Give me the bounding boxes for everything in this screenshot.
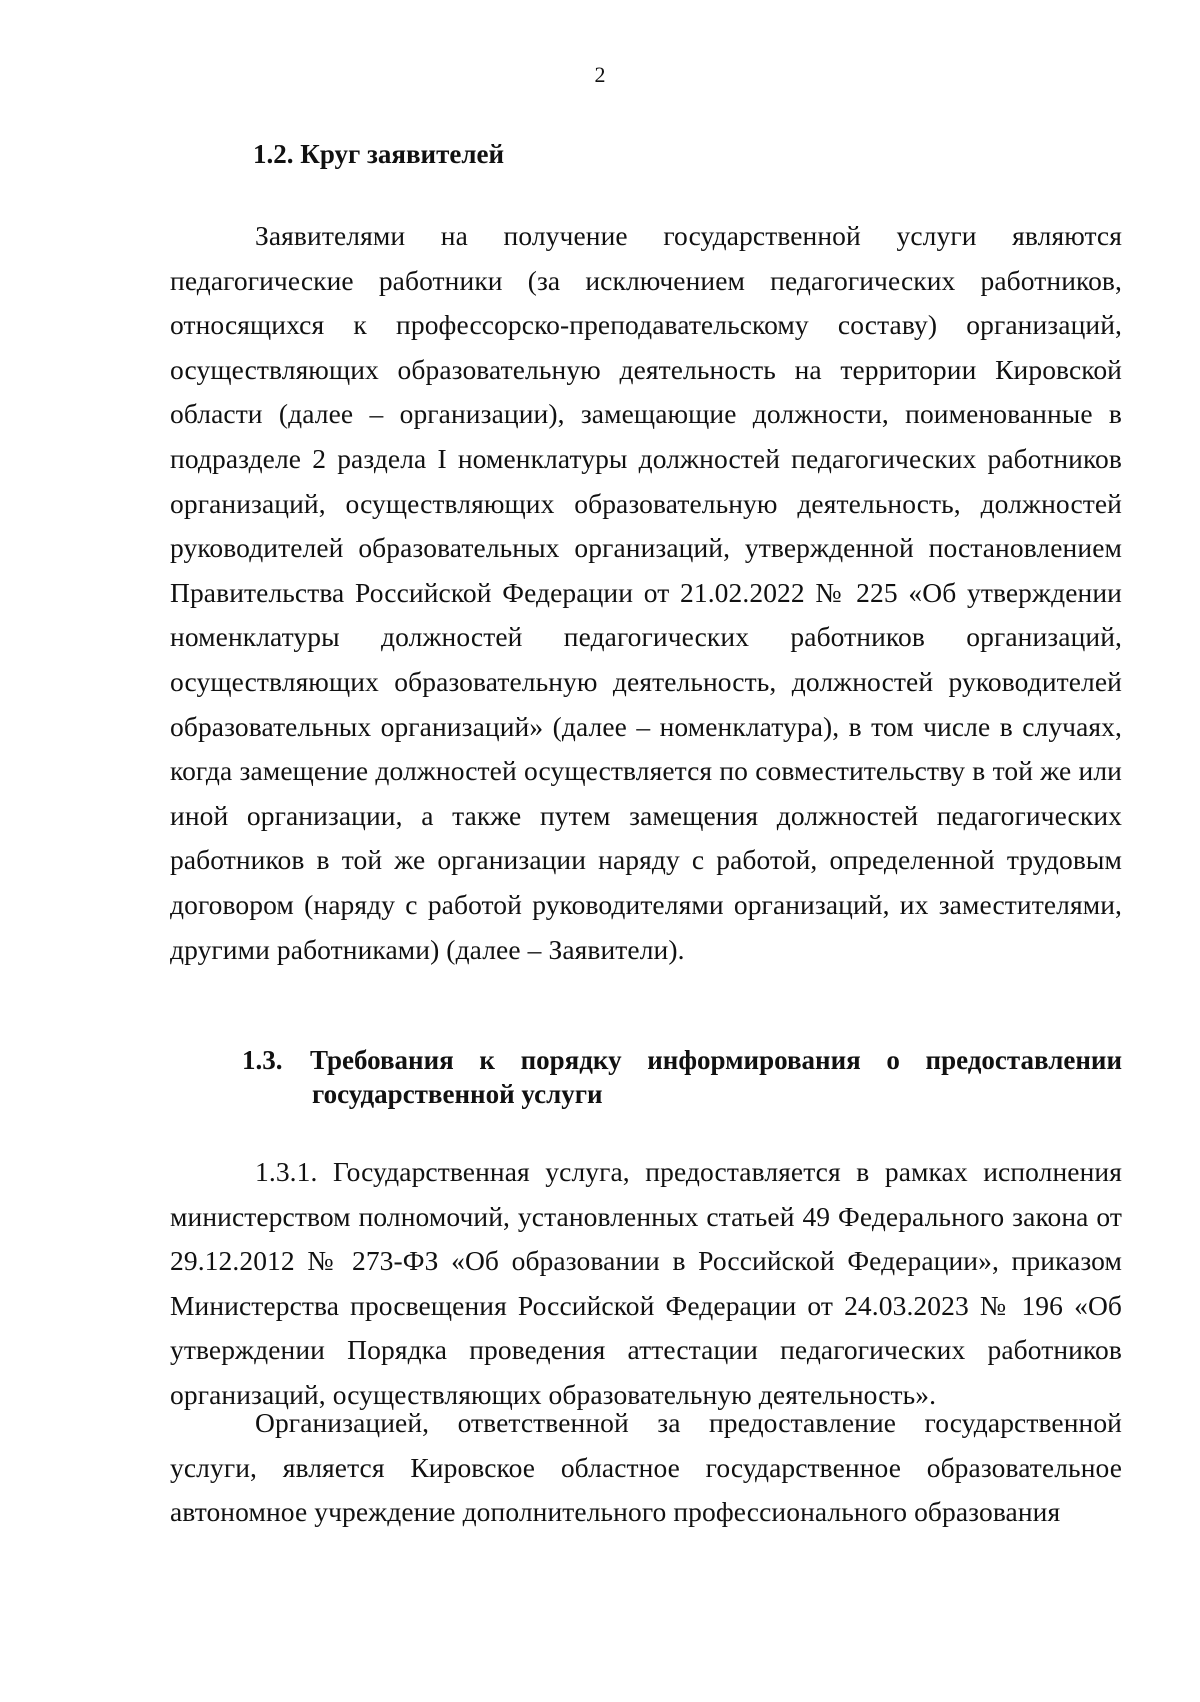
section-heading-1-3-number: 1.3. xyxy=(242,1045,283,1075)
applicants-paragraph: Заявителями на получение государственной услуги являются педагогические работники (за исключением педагогических работников, относящихся к профессорско-преподавательскому составу) организаций, осуществляющих образовательную деятельность на территории Кировской области (далее – организации), замещающие должности, поименованные в подразделе 2 раздела I номенклатуры должностей педагогических работников организаций, осуществляющих образовательную деятельность, должностей руководителей образовательных организаций, утвержденной постановлением Правительства Российской Федерации от 21.02.2022 № 225 «Об утверждении номенклатуры должностей педагогических работников организаций, осуществляющих образовательную деятельность, должностей руководителей образовательных организаций» (далее – номенклатура), в том числе в случаях, когда замещение должностей осуществляется по совместительству в той же или иной организации, а также путем замещения должностей педагогических работников в той же организации наряду с работой, определенной трудовым договором (наряду с работой руководителями организаций, их заместителями, другими работниками) (далее – Заявители). xyxy=(170,220,1122,965)
section-heading-1-3 xyxy=(242,1043,1122,1111)
section-heading-1-2: 1.2. Круг заявителей xyxy=(253,139,505,169)
section-heading-1-3-line1 xyxy=(242,1043,1122,1077)
paragraph-1-3-1: 1.3.1. Государственная услуга, предоставляется в рамках исполнения министерством полномочий, установленных статьей 49 Федерального закона от 29.12.2012 № 273-ФЗ «Об образовании в Российской Федерации», приказом Министерства просвещения Российской Федерации от 24.03.2023 № 196 «Об утверждении Порядка проведения аттестации педагогических работников организаций, осуществляющих образовательную деятельность». xyxy=(170,1156,1122,1410)
section-heading-1-3-line2: государственной услуги xyxy=(312,1079,603,1109)
page-number: 2 xyxy=(594,62,606,87)
section-heading-1-3-text: Требования к порядку информирования о предоставлении xyxy=(310,1045,1122,1075)
responsible-organization-paragraph: Организацией, ответственной за предоставление государственной услуги, является Кировское областное государственное образовательное автономное учреждение дополнительного профессионального образования xyxy=(170,1407,1122,1528)
